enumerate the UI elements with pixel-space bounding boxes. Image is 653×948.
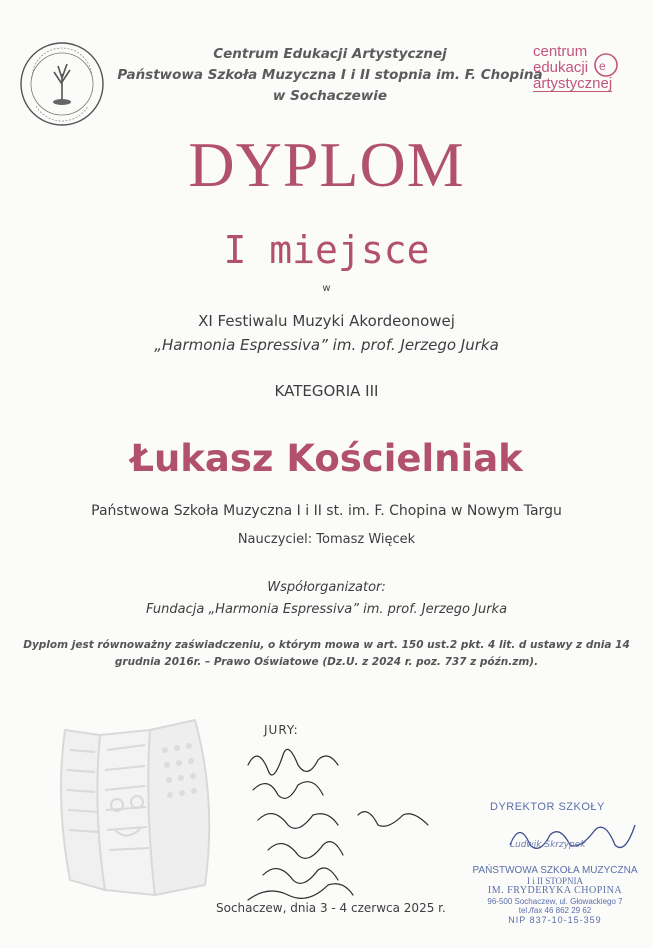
teacher-name: Nauczyciel: Tomasz Więcek	[237, 532, 416, 547]
cea-logo-line-3: artystycznej	[533, 75, 613, 92]
institution-line-2: Państwowa Szkoła Muzyczna I i II stopnia im. F. Chopina	[117, 67, 543, 83]
recipient-school: Państwowa Szkoła Muzyczna I i II st. im. F. Chopina w Nowym Targu	[91, 503, 562, 519]
stamp-line-2: I i II STOPNIA	[526, 876, 584, 886]
festival-line-2: „Harmonia Espressiva” im. prof. Jerzego Jurka	[154, 336, 499, 354]
institution-line-3: w Sochaczewie	[272, 88, 388, 104]
director-name: Ludwik Skrzypek	[510, 840, 586, 850]
director-signature	[500, 810, 640, 860]
jury-label: JURY:	[264, 723, 299, 737]
director-label: DYREKTOR SZKOŁY	[490, 801, 605, 813]
accordion-illustration	[45, 690, 235, 910]
cea-logo	[533, 44, 633, 98]
stamp-line-5: tel./fax 46 862 29 62	[518, 906, 592, 915]
stamp-line-6: NIP 837-10-15-359	[508, 915, 602, 925]
jury-signatures	[228, 735, 438, 910]
festival-line-1: XI Festiwalu Muzyki Akordeonowej	[198, 312, 455, 330]
svg-text:e: e	[599, 59, 606, 73]
recipient-name: Łukasz Kościelniak	[130, 437, 523, 480]
stamp-line-1: PAŃSTWOWA SZKOŁA MUZYCZNA	[472, 865, 638, 876]
place-heading: I miejsce	[223, 228, 430, 272]
cea-emblem-icon	[593, 52, 619, 78]
category: KATEGORIA III	[274, 382, 379, 400]
coorganizer-name: Fundacja „Harmonia Espressiva” im. prof. Jerzego Jurka	[145, 602, 508, 617]
coorganizer-label: Współorganizator:	[267, 580, 386, 595]
stamp-line-4: 96-500 Sochaczew, ul. Głowackiego 7	[487, 897, 623, 906]
in-word: w	[322, 283, 331, 294]
stamp-line-3: IM. FRYDERYKA CHOPINA	[487, 885, 623, 896]
legal-note-line-2: grudnia 2016r. – Prawo Oświatowe (Dz.U. z 2024 r. poz. 737 z późn.zm).	[114, 656, 539, 668]
cea-logo-line-1: centrum	[533, 43, 588, 60]
diploma-title: DYPLOM	[188, 129, 465, 200]
cea-logo-line-2: edukacji	[533, 59, 589, 76]
legal-note-line-1: Dyplom jest równoważny zaświadczeniu, o którym mowa w art. 150 ust.2 pkt. 4 lit. d ustawy z dnia 14	[23, 639, 630, 651]
institution-line-1: Centrum Edukacji Artystycznej	[213, 46, 447, 62]
place-and-date: Sochaczew, dnia 3 - 4 czerwca 2025 r.	[216, 901, 446, 915]
